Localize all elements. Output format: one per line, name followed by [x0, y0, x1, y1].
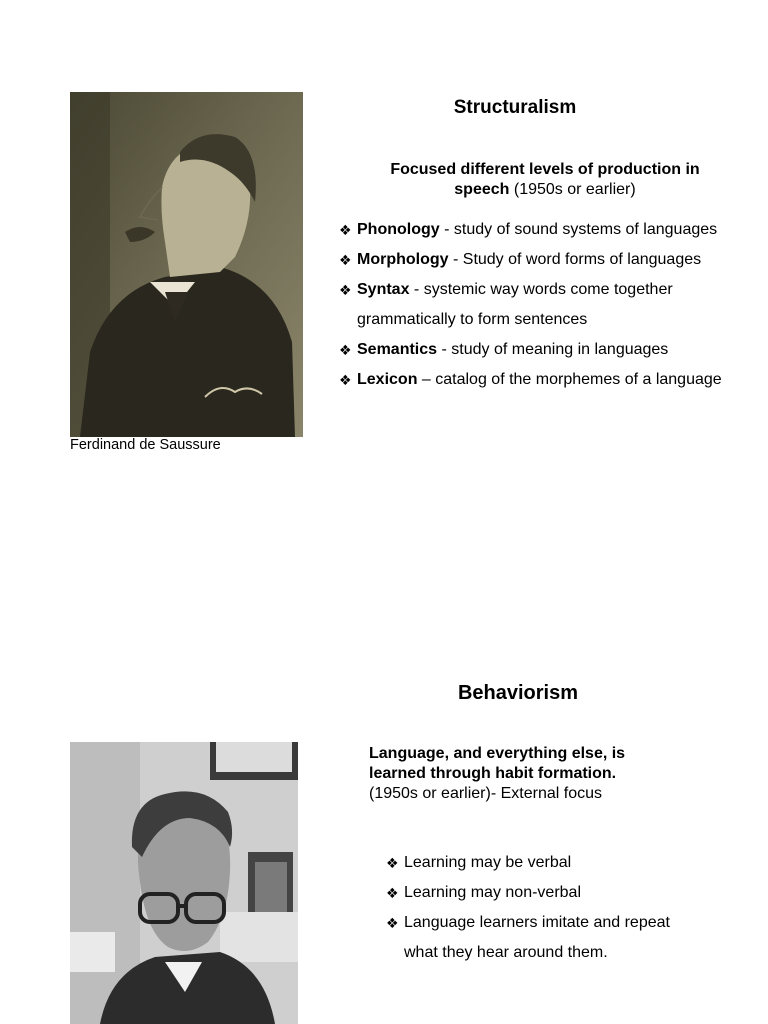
list-item: ❖ Language learners imitate and repeat what they hear around them.	[386, 908, 706, 968]
subtitle	[365, 160, 725, 200]
diamond-bullet-icon: ❖	[339, 222, 352, 238]
diamond-bullet-icon: ❖	[339, 252, 352, 268]
list-item: ❖ Phonology - study of sound systems of languages	[339, 215, 739, 245]
subtitle-bold: Focused different levels of production in speech	[390, 161, 700, 198]
subtitle-date: (1950s or earlier)	[509, 181, 636, 198]
list-item: ❖ Morphology - Study of word forms of languages	[339, 245, 739, 275]
list-item: ❖ Learning may be verbal	[386, 848, 706, 878]
section-title: Behaviorism	[457, 682, 579, 704]
behaviorism-list	[386, 848, 706, 968]
saussure-portrait	[70, 92, 303, 437]
behaviorism-lead: Language, and everything else, is learned through habit formation.	[369, 745, 626, 782]
diamond-bullet-icon: ❖	[386, 885, 399, 901]
list-item: ❖ Syntax - systemic way words come together grammatically to form sentences	[339, 275, 739, 335]
list-item: ❖ Semantics - study of meaning in languages	[339, 335, 739, 365]
behaviorism-date: (1950s or earlier)- External focus	[369, 785, 602, 802]
list-item: ❖ Learning may non-verbal	[386, 878, 706, 908]
skinner-portrait	[70, 742, 298, 1024]
page-title: Structuralism	[453, 97, 577, 118]
list-item: ❖ Lexicon – catalog of the morphemes of a language	[339, 365, 739, 395]
photo-caption: Ferdinand de Saussure	[70, 437, 221, 453]
structuralism-list	[339, 215, 739, 395]
diamond-bullet-icon: ❖	[339, 342, 352, 358]
diamond-bullet-icon: ❖	[386, 855, 399, 871]
diamond-bullet-icon: ❖	[386, 915, 399, 931]
diamond-bullet-icon: ❖	[339, 282, 352, 298]
diamond-bullet-icon: ❖	[339, 372, 352, 388]
